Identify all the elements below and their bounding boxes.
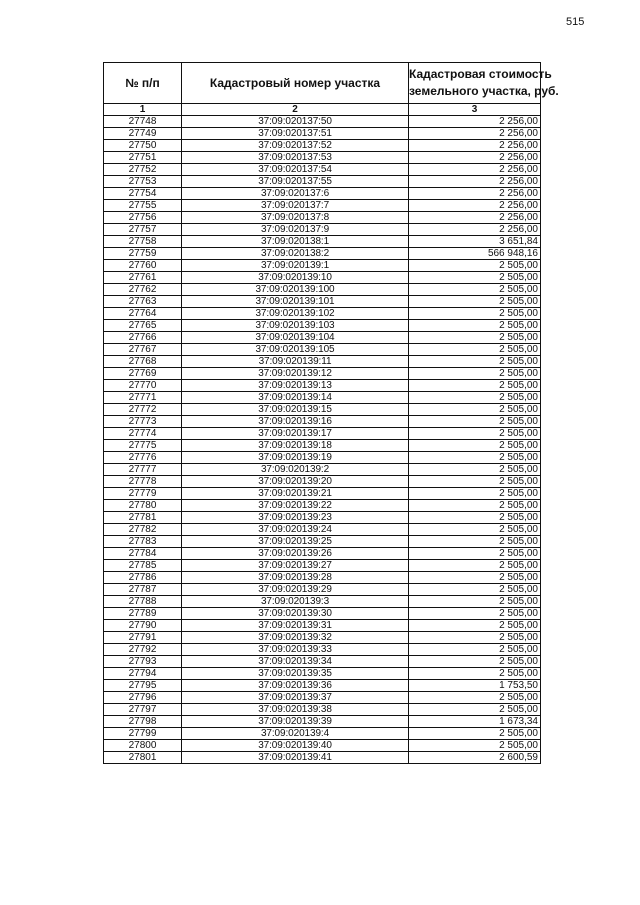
cadastral-value-cell: 2 505,00 — [409, 608, 541, 620]
header-cadastral-value — [409, 63, 559, 104]
row-number-cell: 27786 — [104, 572, 182, 584]
cadastral-number-cell: 37:09:020137:55 — [182, 176, 409, 188]
cadastral-number-cell: 37:09:020139:36 — [182, 680, 409, 692]
row-number-cell: 27748 — [104, 116, 182, 128]
cadastral-value-cell: 2 256,00 — [409, 116, 541, 128]
table-row — [104, 320, 541, 332]
cadastral-value-cell: 2 505,00 — [409, 728, 541, 740]
cadastral-number-cell: 37:09:020139:22 — [182, 500, 409, 512]
table-row — [104, 740, 541, 752]
cadastral-number-cell: 37:09:020139:38 — [182, 704, 409, 716]
cadastral-number-cell: 37:09:020139:10 — [182, 272, 409, 284]
row-number-cell: 27788 — [104, 596, 182, 608]
cadastral-number-cell: 37:09:020137:7 — [182, 200, 409, 212]
cadastral-number-cell: 37:09:020137:8 — [182, 212, 409, 224]
table-body — [104, 116, 541, 764]
row-number-cell: 27754 — [104, 188, 182, 200]
cadastral-value-cell: 2 256,00 — [409, 164, 541, 176]
row-number-cell: 27782 — [104, 524, 182, 536]
cadastral-value-cell: 2 505,00 — [409, 260, 541, 272]
table-row — [104, 164, 541, 176]
table-row — [104, 416, 541, 428]
table-row — [104, 680, 541, 692]
cadastral-value-cell: 2 505,00 — [409, 620, 541, 632]
table-row — [104, 128, 541, 140]
row-number-cell: 27781 — [104, 512, 182, 524]
row-number-cell: 27773 — [104, 416, 182, 428]
table-row — [104, 476, 541, 488]
row-number-cell: 27758 — [104, 236, 182, 248]
row-number-cell: 27755 — [104, 200, 182, 212]
cadastral-value-cell: 2 256,00 — [409, 140, 541, 152]
row-number-cell: 27775 — [104, 440, 182, 452]
cadastral-value-cell: 3 651,84 — [409, 236, 541, 248]
table-row — [104, 572, 541, 584]
cadastral-number-cell: 37:09:020139:39 — [182, 716, 409, 728]
cadastral-number-cell: 37:09:020139:20 — [182, 476, 409, 488]
row-number-cell: 27767 — [104, 344, 182, 356]
table-row — [104, 500, 541, 512]
cadastral-number-cell: 37:09:020139:41 — [182, 752, 409, 764]
cadastral-value-cell: 2 505,00 — [409, 308, 541, 320]
row-number-cell: 27752 — [104, 164, 182, 176]
cadastral-number-cell: 37:09:020137:54 — [182, 164, 409, 176]
row-number-cell: 27766 — [104, 332, 182, 344]
table-row — [104, 380, 541, 392]
table-row — [104, 716, 541, 728]
cadastral-value-cell: 2 505,00 — [409, 692, 541, 704]
cadastral-value-cell: 2 256,00 — [409, 224, 541, 236]
row-number-cell: 27787 — [104, 584, 182, 596]
cadastral-value-cell: 2 505,00 — [409, 740, 541, 752]
row-number-cell: 27756 — [104, 212, 182, 224]
cadastral-number-cell: 37:09:020139:14 — [182, 392, 409, 404]
table-row — [104, 692, 541, 704]
cadastral-value-cell: 2 505,00 — [409, 416, 541, 428]
cadastral-value-cell: 2 505,00 — [409, 548, 541, 560]
cadastral-number-cell: 37:09:020137:6 — [182, 188, 409, 200]
table-row — [104, 464, 541, 476]
row-number-cell: 27797 — [104, 704, 182, 716]
row-number-cell: 27796 — [104, 692, 182, 704]
cadastral-value-cell: 2 505,00 — [409, 560, 541, 572]
table-row — [104, 212, 541, 224]
cadastral-value-cell: 2 505,00 — [409, 704, 541, 716]
cadastral-value-cell: 2 505,00 — [409, 536, 541, 548]
cadastral-value-cell: 2 505,00 — [409, 392, 541, 404]
table-row — [104, 392, 541, 404]
row-number-cell: 27768 — [104, 356, 182, 368]
cadastral-value-cell: 2 505,00 — [409, 368, 541, 380]
cadastral-value-cell: 2 505,00 — [409, 356, 541, 368]
row-number-cell: 27794 — [104, 668, 182, 680]
row-number-cell: 27790 — [104, 620, 182, 632]
cadastral-value-cell: 2 600,59 — [409, 752, 541, 764]
table-row — [104, 656, 541, 668]
table-row — [104, 560, 541, 572]
row-number-cell: 27770 — [104, 380, 182, 392]
table-row — [104, 632, 541, 644]
cadastral-value-cell: 2 505,00 — [409, 428, 541, 440]
row-number-cell: 27751 — [104, 152, 182, 164]
cadastral-number-cell: 37:09:020139:37 — [182, 692, 409, 704]
cadastral-value-cell: 2 505,00 — [409, 344, 541, 356]
row-number-cell: 27778 — [104, 476, 182, 488]
cadastral-number-cell: 37:09:020139:18 — [182, 440, 409, 452]
cadastral-value-cell: 2 505,00 — [409, 656, 541, 668]
header-cadastral-number: Кадастровый номер участка — [182, 63, 409, 104]
row-number-cell: 27799 — [104, 728, 182, 740]
cadastral-value-cell: 566 948,16 — [409, 248, 541, 260]
cadastral-value-cell: 2 505,00 — [409, 404, 541, 416]
cadastral-number-cell: 37:09:020137:50 — [182, 116, 409, 128]
table-row — [104, 224, 541, 236]
cadastral-number-cell: 37:09:020137:53 — [182, 152, 409, 164]
row-number-cell: 27757 — [104, 224, 182, 236]
table-row — [104, 248, 541, 260]
cadastral-value-cell: 2 505,00 — [409, 584, 541, 596]
cadastral-number-cell: 37:09:020139:13 — [182, 380, 409, 392]
column-number-2: 2 — [182, 104, 409, 116]
table-row — [104, 332, 541, 344]
row-number-cell: 27749 — [104, 128, 182, 140]
cadastral-number-cell: 37:09:020139:100 — [182, 284, 409, 296]
cadastral-number-cell: 37:09:020139:105 — [182, 344, 409, 356]
row-number-cell: 27780 — [104, 500, 182, 512]
cadastral-value-cell: 2 505,00 — [409, 644, 541, 656]
cadastral-number-cell: 37:09:020139:15 — [182, 404, 409, 416]
cadastral-number-cell: 37:09:020137:51 — [182, 128, 409, 140]
cadastral-value-cell: 2 505,00 — [409, 296, 541, 308]
cadastral-number-cell: 37:09:020139:19 — [182, 452, 409, 464]
cadastral-value-cell: 2 505,00 — [409, 440, 541, 452]
table-row — [104, 440, 541, 452]
table-row — [104, 140, 541, 152]
cadastral-value-cell: 2 505,00 — [409, 488, 541, 500]
cadastral-value-cell: 2 505,00 — [409, 512, 541, 524]
row-number-cell: 27801 — [104, 752, 182, 764]
header-row-number: № п/п — [104, 63, 182, 104]
row-number-cell: 27784 — [104, 548, 182, 560]
cadastral-value-cell: 2 505,00 — [409, 476, 541, 488]
cadastral-number-cell: 37:09:020139:26 — [182, 548, 409, 560]
cadastral-number-cell: 37:09:020139:1 — [182, 260, 409, 272]
cadastral-number-cell: 37:09:020139:35 — [182, 668, 409, 680]
row-number-cell: 27795 — [104, 680, 182, 692]
table-row — [104, 608, 541, 620]
cadastral-number-cell: 37:09:020139:32 — [182, 632, 409, 644]
header-cadastral-value-line1: Кадастровая стоимость — [409, 67, 552, 81]
cadastral-value-cell: 2 505,00 — [409, 596, 541, 608]
row-number-cell: 27798 — [104, 716, 182, 728]
cadastral-number-cell: 37:09:020139:28 — [182, 572, 409, 584]
cadastral-value-cell: 2 256,00 — [409, 212, 541, 224]
cadastral-number-cell: 37:09:020139:40 — [182, 740, 409, 752]
cadastral-number-cell: 37:09:020139:30 — [182, 608, 409, 620]
cadastral-value-cell: 2 505,00 — [409, 500, 541, 512]
cadastral-number-cell: 37:09:020137:9 — [182, 224, 409, 236]
cadastral-value-cell: 1 753,50 — [409, 680, 541, 692]
table-row — [104, 548, 541, 560]
cadastral-value-cell: 2 256,00 — [409, 152, 541, 164]
cadastral-value-cell: 2 505,00 — [409, 272, 541, 284]
cadastral-value-table — [103, 62, 559, 764]
row-number-cell: 27791 — [104, 632, 182, 644]
table-row — [104, 308, 541, 320]
header-cadastral-value-line2: земельного участка, руб. — [409, 84, 559, 98]
row-number-cell: 27793 — [104, 656, 182, 668]
table-row — [104, 116, 541, 128]
cadastral-value-cell: 2 505,00 — [409, 632, 541, 644]
table-row — [104, 644, 541, 656]
row-number-cell: 27779 — [104, 488, 182, 500]
cadastral-number-cell: 37:09:020138:1 — [182, 236, 409, 248]
table-row — [104, 152, 541, 164]
table-row — [104, 524, 541, 536]
row-number-cell: 27783 — [104, 536, 182, 548]
table-row — [104, 452, 541, 464]
cadastral-value-cell: 2 256,00 — [409, 200, 541, 212]
row-number-cell: 27771 — [104, 392, 182, 404]
row-number-cell: 27777 — [104, 464, 182, 476]
cadastral-number-cell: 37:09:020139:17 — [182, 428, 409, 440]
cadastral-value-cell: 2 505,00 — [409, 464, 541, 476]
row-number-cell: 27776 — [104, 452, 182, 464]
cadastral-value-cell: 1 673,34 — [409, 716, 541, 728]
cadastral-number-cell: 37:09:020139:25 — [182, 536, 409, 548]
table-row — [104, 344, 541, 356]
cadastral-value-cell: 2 505,00 — [409, 452, 541, 464]
table-row — [104, 176, 541, 188]
table-row — [104, 668, 541, 680]
cadastral-number-cell: 37:09:020139:2 — [182, 464, 409, 476]
row-number-cell: 27772 — [104, 404, 182, 416]
table-row — [104, 368, 541, 380]
table-row — [104, 536, 541, 548]
row-number-cell: 27774 — [104, 428, 182, 440]
cadastral-value-cell: 2 256,00 — [409, 176, 541, 188]
cadastral-number-cell: 37:09:020139:101 — [182, 296, 409, 308]
cadastral-value-cell: 2 505,00 — [409, 524, 541, 536]
row-number-cell: 27764 — [104, 308, 182, 320]
cadastral-value-cell: 2 505,00 — [409, 332, 541, 344]
table-row — [104, 488, 541, 500]
table-row — [104, 620, 541, 632]
cadastral-number-cell: 37:09:020139:33 — [182, 644, 409, 656]
table-row — [104, 284, 541, 296]
cadastral-value-cell: 2 505,00 — [409, 572, 541, 584]
cadastral-value-cell: 2 505,00 — [409, 284, 541, 296]
cadastral-value-cell: 2 505,00 — [409, 320, 541, 332]
row-number-cell: 27765 — [104, 320, 182, 332]
cadastral-value-cell: 2 256,00 — [409, 128, 541, 140]
table-row — [104, 260, 541, 272]
table-row — [104, 704, 541, 716]
column-number-3: 3 — [409, 104, 541, 116]
cadastral-number-cell: 37:09:020139:23 — [182, 512, 409, 524]
row-number-cell: 27789 — [104, 608, 182, 620]
cadastral-number-cell: 37:09:020139:103 — [182, 320, 409, 332]
table-row — [104, 404, 541, 416]
cadastral-number-cell: 37:09:020139:4 — [182, 728, 409, 740]
cadastral-number-cell: 37:09:020139:102 — [182, 308, 409, 320]
table-row — [104, 296, 541, 308]
table-row — [104, 428, 541, 440]
table-row — [104, 728, 541, 740]
row-number-cell: 27750 — [104, 140, 182, 152]
cadastral-number-cell: 37:09:020137:52 — [182, 140, 409, 152]
cadastral-number-cell: 37:09:020139:12 — [182, 368, 409, 380]
cadastral-number-cell: 37:09:020139:24 — [182, 524, 409, 536]
row-number-cell: 27760 — [104, 260, 182, 272]
table-row — [104, 200, 541, 212]
cadastral-number-cell: 37:09:020139:34 — [182, 656, 409, 668]
cadastral-number-cell: 37:09:020139:104 — [182, 332, 409, 344]
table-row — [104, 272, 541, 284]
cadastral-number-cell: 37:09:020139:31 — [182, 620, 409, 632]
row-number-cell: 27763 — [104, 296, 182, 308]
row-number-cell: 27800 — [104, 740, 182, 752]
cadastral-number-cell: 37:09:020139:3 — [182, 596, 409, 608]
row-number-cell: 27759 — [104, 248, 182, 260]
table-row — [104, 512, 541, 524]
table-row — [104, 752, 541, 764]
row-number-cell: 27762 — [104, 284, 182, 296]
table-row — [104, 596, 541, 608]
table-row — [104, 584, 541, 596]
row-number-cell: 27769 — [104, 368, 182, 380]
table-row — [104, 236, 541, 248]
table-row — [104, 356, 541, 368]
row-number-cell: 27792 — [104, 644, 182, 656]
cadastral-number-cell: 37:09:020139:27 — [182, 560, 409, 572]
cadastral-number-cell: 37:09:020139:11 — [182, 356, 409, 368]
cadastral-number-cell: 37:09:020139:16 — [182, 416, 409, 428]
column-number-1: 1 — [104, 104, 182, 116]
cadastral-value-cell: 2 505,00 — [409, 380, 541, 392]
cadastral-value-cell: 2 505,00 — [409, 668, 541, 680]
row-number-cell: 27753 — [104, 176, 182, 188]
cadastral-number-cell: 37:09:020138:2 — [182, 248, 409, 260]
table-row — [104, 188, 541, 200]
cadastral-value-cell: 2 256,00 — [409, 188, 541, 200]
row-number-cell: 27761 — [104, 272, 182, 284]
cadastral-number-cell: 37:09:020139:21 — [182, 488, 409, 500]
cadastral-number-cell: 37:09:020139:29 — [182, 584, 409, 596]
row-number-cell: 27785 — [104, 560, 182, 572]
page-number: 515 — [566, 16, 585, 28]
